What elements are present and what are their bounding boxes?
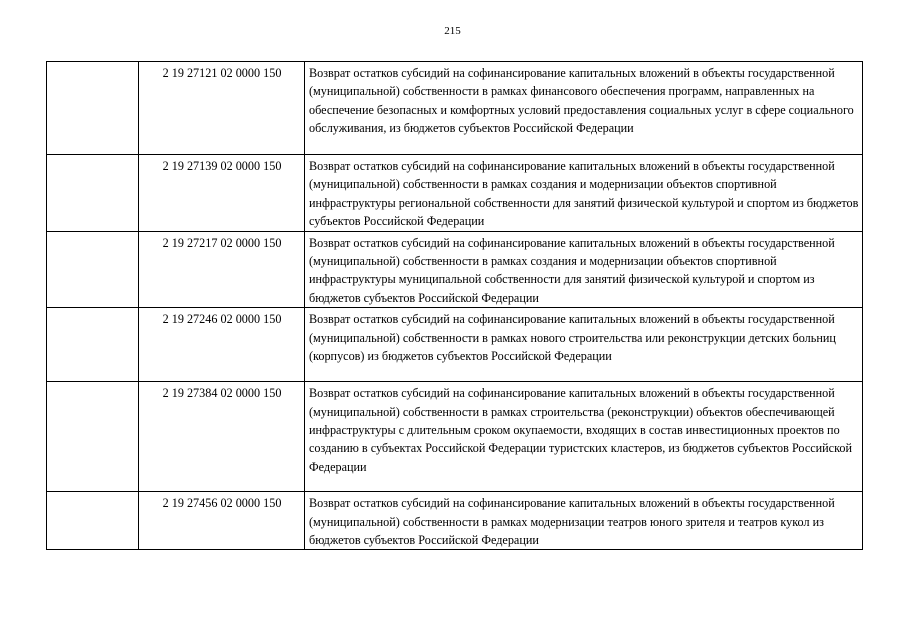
description-cell: Возврат остатков субсидий на софинансирование капитальных вложений в объекты государственной (муниципальной) собственности в рамках финансового обеспечения программ, направленных на обеспечение безопасных и комфортных условий предоставления социальных услуг в сфере социального обслуживания, из бюджетов субъектов Российской Федерации	[305, 62, 863, 155]
budget-code-cell: 2 19 27456 02 0000 150	[139, 492, 305, 550]
row-empty-cell	[47, 155, 139, 232]
description-cell: Возврат остатков субсидий на софинансирование капитальных вложений в объекты государственной (муниципальной) собственности в рамках строительства (реконструкции) объектов обеспечивающей инфраструктуры с длительным сроком окупаемости, входящих в состав инвестиционных проектов по созданию в субъектах Российской Федерации туристских кластеров, из бюджетов субъектов Российской Федерации	[305, 382, 863, 492]
budget-code-cell: 2 19 27384 02 0000 150	[139, 382, 305, 492]
description-cell: Возврат остатков субсидий на софинансирование капитальных вложений в объекты государственной (муниципальной) собственности в рамках нового строительства или реконструкции детских больниц (корпусов) из бюджетов субъектов Российской Федерации	[305, 308, 863, 382]
description-cell: Возврат остатков субсидий на софинансирование капитальных вложений в объекты государственной (муниципальной) собственности в рамках создания и модернизации объектов спортивной инфраструктуры региональной собственности для занятий физической культурой и спортом из бюджетов субъектов Российской Федерации	[305, 155, 863, 232]
row-empty-cell	[47, 308, 139, 382]
description-cell: Возврат остатков субсидий на софинансирование капитальных вложений в объекты государственной (муниципальной) собственности в рамках создания и модернизации объектов спортивной инфраструктуры муниципальной собственности для занятий физической культурой и спортом из бюджетов субъектов Российской Федерации	[305, 231, 863, 308]
budget-code-cell: 2 19 27217 02 0000 150	[139, 231, 305, 308]
budget-code-cell: 2 19 27121 02 0000 150	[139, 62, 305, 155]
table-row	[47, 231, 863, 308]
page-number: 215	[444, 25, 461, 37]
table-row	[47, 62, 863, 155]
table-row	[47, 155, 863, 232]
table-row	[47, 308, 863, 382]
budget-codes-table	[46, 61, 863, 550]
table-row	[47, 492, 863, 550]
row-empty-cell	[47, 231, 139, 308]
budget-code-cell: 2 19 27139 02 0000 150	[139, 155, 305, 232]
row-empty-cell	[47, 62, 139, 155]
description-cell: Возврат остатков субсидий на софинансирование капитальных вложений в объекты государственной (муниципальной) собственности в рамках модернизации театров юного зрителя и театров кукол из бюджетов субъектов Российской Федерации	[305, 492, 863, 550]
budget-code-cell: 2 19 27246 02 0000 150	[139, 308, 305, 382]
row-empty-cell	[47, 492, 139, 550]
row-empty-cell	[47, 382, 139, 492]
table-row	[47, 382, 863, 492]
